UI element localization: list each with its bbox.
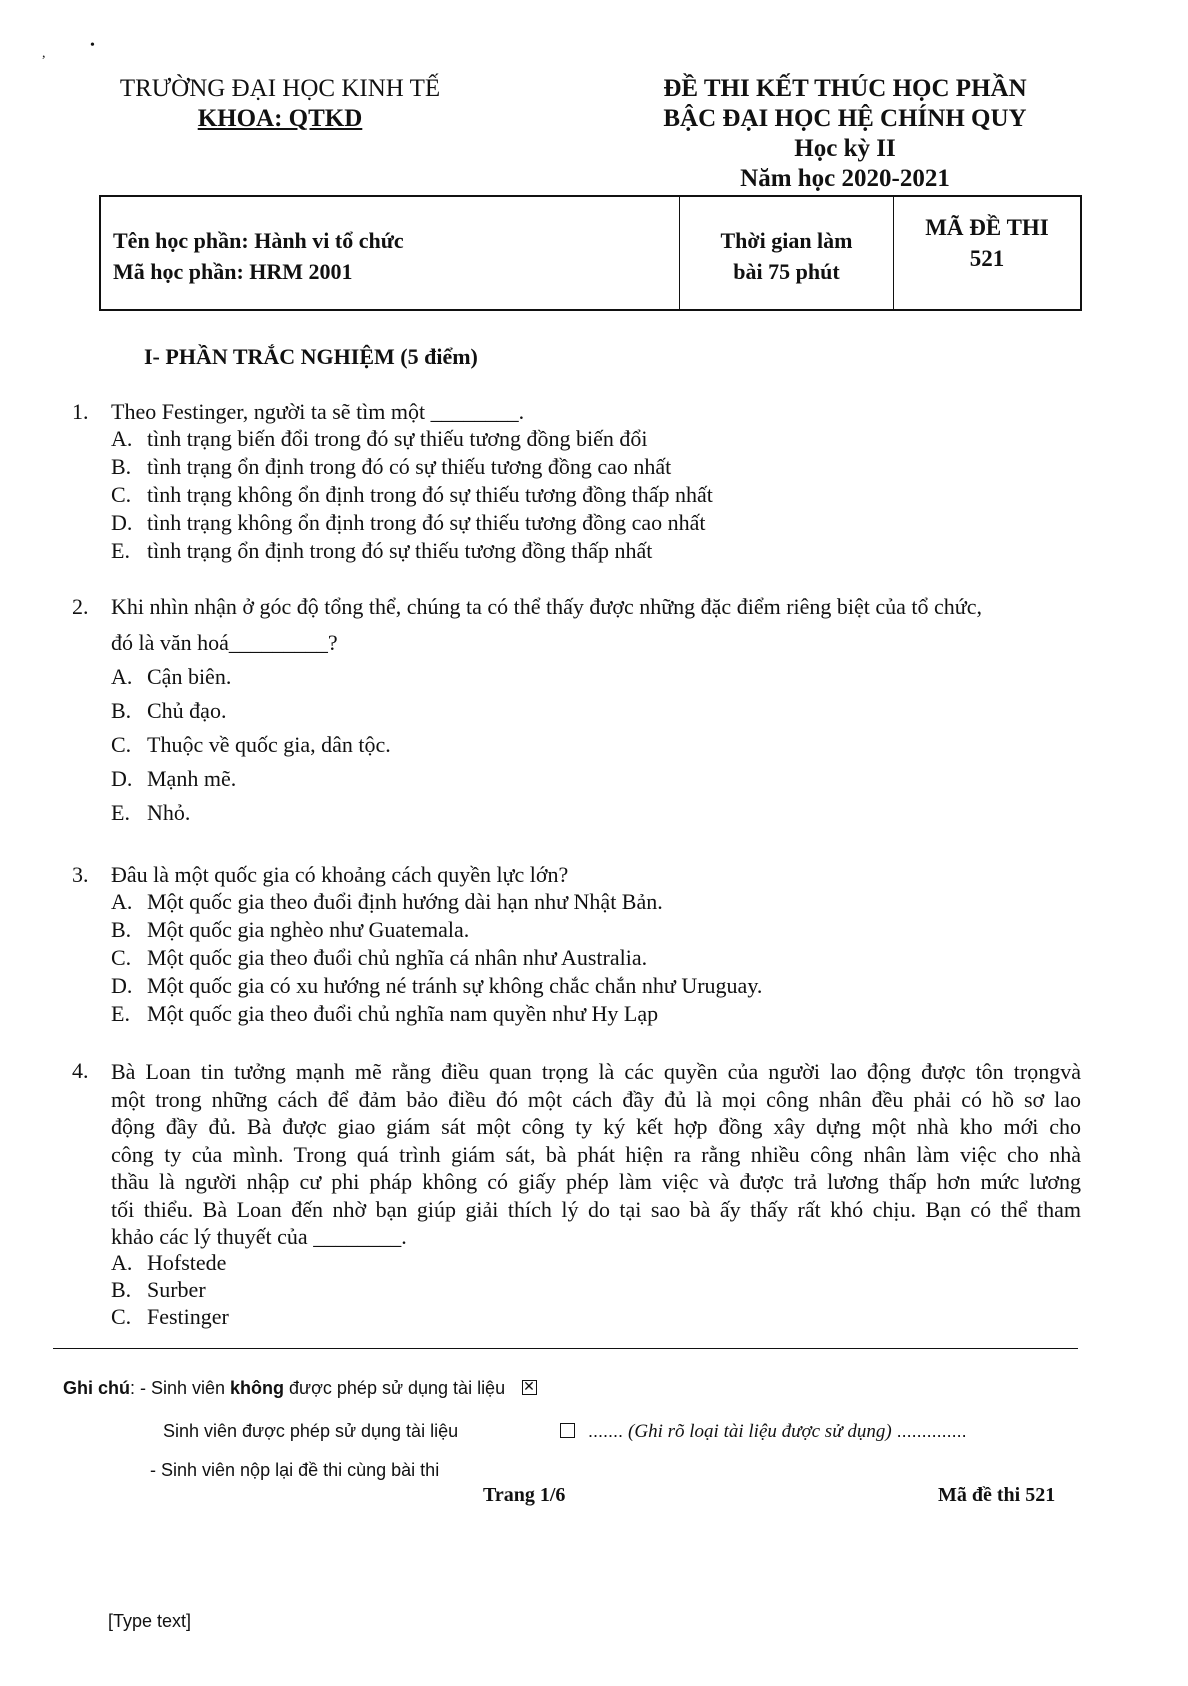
exam-code-label: MÃ ĐỀ THI: [925, 215, 1049, 240]
exam-title-1: ĐỀ THI KẾT THÚC HỌC PHẦN: [663, 75, 1027, 102]
university-name: TRƯỜNG ĐẠI HỌC KINH TẾ: [119, 75, 441, 102]
option-letter: A.: [111, 889, 133, 914]
duration-line-2: bài 75 phút: [733, 259, 840, 284]
option-letter: C.: [111, 482, 132, 507]
empty-box-icon: [560, 1423, 575, 1438]
option-text: Nhỏ.: [147, 800, 191, 825]
question-line: một trong những cách để đảm bảo điều đó một cách đầy đủ là mọi công nhân đều phải có hồ sơ lao: [111, 1086, 1081, 1112]
footer-exam-code: Mã đề thi 521: [938, 1484, 1056, 1506]
option: [111, 945, 647, 971]
option-letter: E.: [111, 1001, 130, 1026]
divider: [53, 1348, 1078, 1349]
course-name: Tên học phần: Hành vi tổ chức: [113, 228, 404, 253]
question-line: tối thiểu. Bà Loan đến nhờ bạn giúp giải thích lý do tại sao bà ấy thấy rất khó chịu. Bạn có thể tham: [111, 1196, 1081, 1222]
option-text: tình trạng ổn định trong đó sự thiếu tương đồng thấp nhất: [147, 538, 653, 563]
option: [111, 917, 469, 943]
note-label: Ghi chú: [63, 1378, 130, 1398]
option-text: tình trạng biến đổi trong đó sự thiếu tương đồng biến đổi: [147, 426, 648, 451]
exam-code-cell: [894, 197, 1080, 309]
option-text: Một quốc gia có xu hướng né tránh sự không chắc chắn như Uruguay.: [147, 973, 763, 998]
option-letter: A.: [111, 1250, 133, 1275]
option-letter: C.: [111, 732, 132, 757]
option-letter: E.: [111, 800, 130, 825]
question-text: Theo Festinger, người ta sẽ tìm một ________.: [111, 399, 525, 424]
course-info-table: [99, 195, 1082, 311]
note-line-1: [63, 1378, 537, 1399]
option-text: tình trạng ổn định trong đó có sự thiếu tương đồng cao nhất: [147, 454, 672, 479]
option: [111, 510, 706, 536]
header-right: [620, 74, 1070, 194]
option-text: Cận biên.: [147, 664, 232, 689]
checked-box-icon: [522, 1380, 537, 1395]
scan-speck: •: [90, 38, 95, 53]
question-text: Khi nhìn nhận ở góc độ tổng thể, chúng ta có thể thấy được những đặc điểm riêng biệt của tổ chức,: [111, 594, 982, 619]
option: [111, 482, 713, 508]
note-emphasis: không: [230, 1378, 285, 1398]
scan-speck: ,: [42, 46, 46, 61]
question-text: Đâu là một quốc gia có khoảng cách quyền lực lớn?: [111, 862, 569, 887]
question-line: thầu là người nhập cư phi pháp không có giấy phép làm việc và được trả lương thấp hơn mức lương: [111, 1169, 1081, 1194]
option-text: Một quốc gia theo đuổi định hướng dài hạn như Nhật Bản.: [147, 889, 663, 914]
option: [111, 698, 226, 724]
option: [111, 766, 236, 792]
note-text: được phép sử dụng tài liệu: [284, 1378, 506, 1398]
page-number: Trang 1/6: [483, 1484, 566, 1506]
option-text: Surber: [147, 1277, 206, 1302]
question-number: 4.: [72, 1058, 89, 1083]
option: [111, 889, 663, 915]
note-line-2: [163, 1421, 458, 1442]
question-number: 3.: [72, 862, 89, 887]
question-text: [111, 1058, 1081, 1251]
duration-cell: [680, 197, 894, 309]
option-letter: E.: [111, 538, 130, 563]
option-letter: B.: [111, 454, 132, 479]
option-text: Thuộc về quốc gia, dân tộc.: [147, 732, 391, 757]
course-code: Mã học phần: HRM 2001: [113, 259, 353, 284]
course-cell: [101, 197, 680, 309]
option-letter: C.: [111, 945, 132, 970]
question-line: công ty của mình. Trong quá trình giám sát, bà phát hiện ra rằng nhiều công nhân làm việc cho nhà: [111, 1141, 1081, 1167]
option-text: tình trạng không ổn định trong đó sự thiếu tương đồng thấp nhất: [147, 482, 713, 507]
option-text: tình trạng không ổn định trong đó sự thiếu tương đồng cao nhất: [147, 510, 706, 535]
note-line-3: - Sinh viên nộp lại đề thi cùng bài thi: [150, 1460, 440, 1480]
option: [111, 1001, 658, 1027]
note-dots: ..............: [896, 1421, 967, 1441]
option: [111, 732, 391, 758]
exam-title-2: BẬC ĐẠI HỌC HỆ CHÍNH QUY: [663, 105, 1027, 132]
option-letter: D.: [111, 973, 133, 998]
option-letter: D.: [111, 510, 133, 535]
option: [111, 538, 652, 564]
note-line-2-right: [560, 1421, 967, 1443]
note-dots: .......: [588, 1421, 624, 1441]
header-left: [110, 74, 450, 134]
option-text: Hofstede: [147, 1250, 227, 1275]
option: [111, 426, 648, 452]
question-text: đó là văn hoá_________?: [111, 630, 338, 655]
option: [111, 1277, 206, 1303]
option-text: Mạnh mẽ.: [147, 766, 237, 791]
option-letter: A.: [111, 426, 133, 451]
duration-line-1: Thời gian làm: [720, 228, 853, 253]
option: [111, 1304, 229, 1330]
option-letter: C.: [111, 1304, 132, 1329]
semester: Học kỳ II: [794, 135, 896, 162]
question-line: khảo các lý thuyết của ________.: [111, 1224, 407, 1249]
exam-code-value: 521: [969, 246, 1005, 271]
option-text: Một quốc gia nghèo như Guatemala.: [147, 917, 470, 942]
academic-year: Năm học 2020-2021: [740, 165, 950, 192]
option-letter: B.: [111, 1277, 132, 1302]
option: [111, 1250, 226, 1276]
option-letter: A.: [111, 664, 133, 689]
option-letter: D.: [111, 766, 133, 791]
option-letter: B.: [111, 698, 132, 723]
option-text: Chủ đạo.: [147, 698, 227, 723]
faculty-name: KHOA: QTKD: [197, 105, 363, 132]
note-text: Sinh viên được phép sử dụng tài liệu: [163, 1421, 459, 1441]
question-number: 1.: [72, 399, 89, 424]
type-text-placeholder: [Type text]: [108, 1611, 192, 1631]
option-letter: B.: [111, 917, 132, 942]
option: [111, 664, 231, 690]
option: [111, 454, 671, 480]
question-line: Bà Loan tin tưởng mạnh mẽ rằng điều quan trọng là các quyền của người lao động được tôn trọngvà: [111, 1059, 1081, 1084]
section-title: I- PHẦN TRẮC NGHIỆM (5 điểm): [144, 344, 478, 369]
note-italic: (Ghi rõ loại tài liệu được sử dụng): [628, 1421, 892, 1442]
option-text: Festinger: [147, 1304, 229, 1329]
option: [111, 973, 762, 999]
question-line: động đầy đủ. Bà được giao giám sát một công ty ký kết hợp đồng xây dựng một nhà kho mới cho: [111, 1114, 1081, 1139]
option-text: Một quốc gia theo đuổi chủ nghĩa nam quyền như Hy Lạp: [147, 1001, 659, 1026]
option: [111, 800, 190, 826]
note-text: : - Sinh viên: [130, 1378, 231, 1398]
option-text: Một quốc gia theo đuổi chủ nghĩa cá nhân như Australia.: [147, 945, 648, 970]
question-number: 2.: [72, 594, 89, 619]
